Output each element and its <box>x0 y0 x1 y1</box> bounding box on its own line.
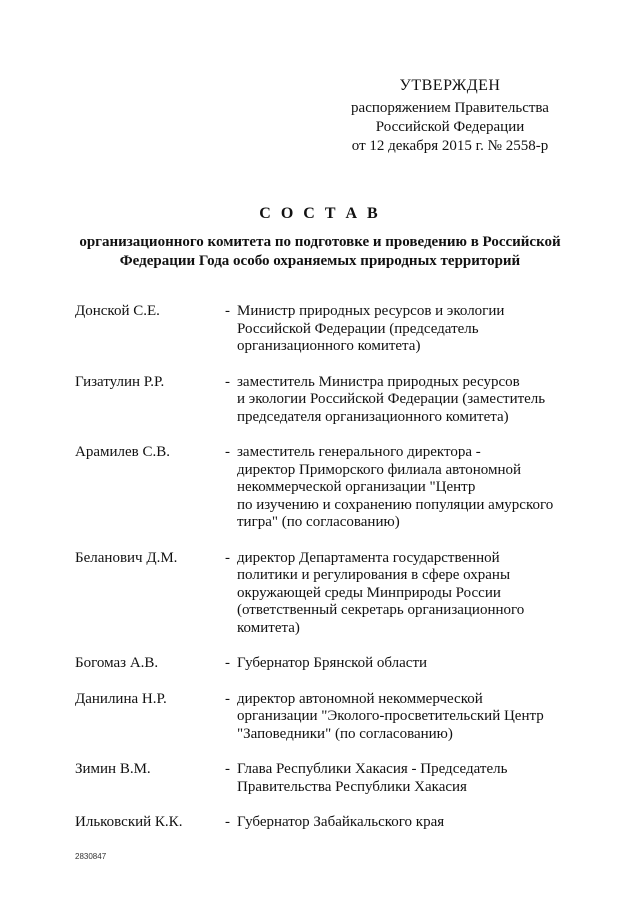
member-name: Беланович Д.М. <box>75 549 178 566</box>
member-row <box>75 691 575 744</box>
member-dash: - <box>225 549 230 566</box>
member-role: директор автономной некоммерческой организации "Эколого-просветительский Центр "Заповедники" (по согласованию) <box>237 690 544 742</box>
member-row <box>75 374 575 427</box>
member-dash: - <box>225 373 230 390</box>
member-role: Глава Республики Хакасия - Председатель Правительства Республики Хакасия <box>237 761 508 795</box>
member-role: директор Департамента государственной политики и регулирования в сфере охраны окружающей среды Минприроды России (ответственный секретарь организационного комитета) <box>237 549 525 636</box>
member-role: Губернатор Забайкальского края <box>237 814 445 830</box>
member-dash: - <box>225 690 230 707</box>
member-name: Данилина Н.Р. <box>75 690 167 707</box>
approval-line-2: Российской Федерации <box>375 119 525 135</box>
document-subtitle-line-1: организационного комитета по подготовке и проведению в Российской <box>79 234 561 250</box>
member-dash: - <box>225 444 230 460</box>
member-row <box>75 550 575 638</box>
member-row <box>75 655 575 673</box>
member-name: Гизатулин Р.Р. <box>75 373 165 390</box>
member-role: заместитель Министра природных ресурсов и экологии Российской Федерации (заместитель председателя организационного комитета) <box>237 373 546 425</box>
document-code: 2830847 <box>75 852 107 861</box>
approval-line-3: от 12 декабря 2015 г. № 2558-р <box>351 138 549 154</box>
member-dash: - <box>225 814 230 830</box>
member-name: Арамилев С.В. <box>75 444 170 460</box>
approval-line-1: распоряжением Правительства <box>351 100 549 116</box>
document-title: С О С Т А В <box>259 205 381 222</box>
member-dash: - <box>225 303 230 319</box>
approval-heading: УТВЕРЖДЕН <box>399 77 501 94</box>
member-role: Губернатор Брянской области <box>237 655 428 671</box>
member-row <box>75 444 575 532</box>
member-dash: - <box>225 655 230 671</box>
member-name: Богомаз А.В. <box>75 655 159 671</box>
member-role: Министр природных ресурсов и экологии Российской Федерации (председатель организационного комитета) <box>237 303 505 354</box>
member-row <box>75 303 575 356</box>
member-name: Донской С.Е. <box>75 303 160 319</box>
member-name: Зимин В.М. <box>75 761 151 777</box>
member-name: Ильковский К.К. <box>75 814 183 830</box>
member-list <box>75 303 575 832</box>
approval-stamp <box>330 76 570 156</box>
member-role: заместитель генерального директора - директор Приморского филиала автономной некоммерческой организации "Центр по изучению и сохранению популяции амурского тигра" (по согласованию) <box>237 444 554 530</box>
document-subtitle-line-2: Федерации Года особо охраняемых природных территорий <box>119 253 521 269</box>
document-title-block <box>40 205 600 271</box>
member-dash: - <box>225 761 230 777</box>
member-row <box>75 814 575 832</box>
member-row <box>75 761 575 796</box>
